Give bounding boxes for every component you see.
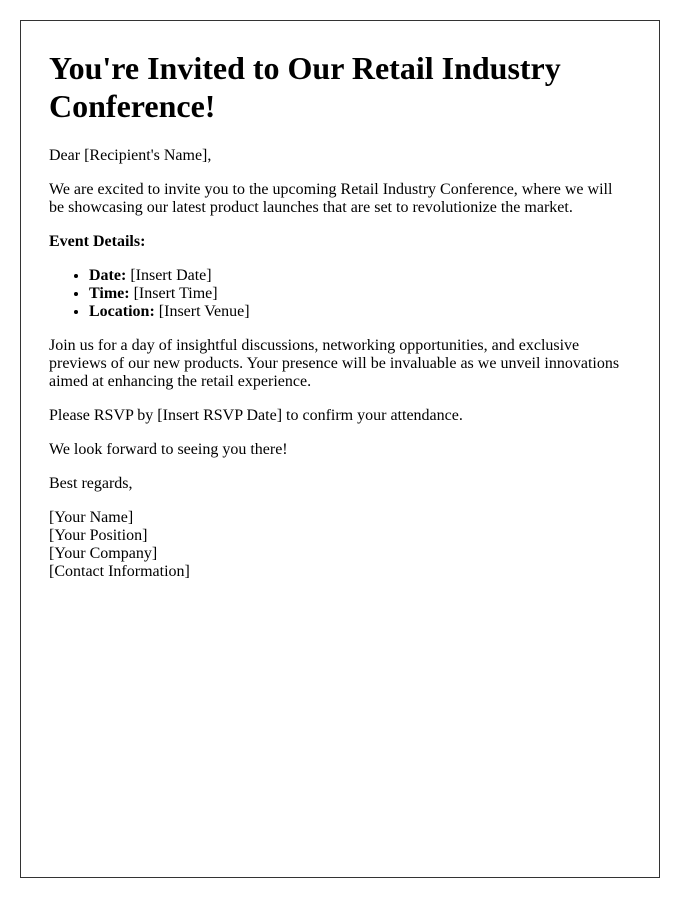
greeting: Dear [Recipient's Name],	[49, 147, 212, 164]
sign-off: Best regards,	[49, 475, 133, 492]
event-details-list	[49, 267, 631, 321]
date-label: Date:	[89, 267, 127, 284]
signature-position: [Your Position]	[49, 527, 148, 544]
signature-block	[49, 509, 631, 581]
time-label: Time:	[89, 285, 130, 302]
signature-company: [Your Company]	[49, 545, 158, 562]
letter-page	[20, 20, 660, 878]
signature-contact: [Contact Information]	[49, 563, 190, 580]
date-value: [Insert Date]	[130, 267, 212, 284]
body-paragraph: Join us for a day of insightful discussions, networking opportunities, and exclusive previews of our new products. Your presence will be invaluable as we unveil innovations aimed at enhancing the retail experience.	[49, 337, 620, 390]
closing-line: We look forward to seeing you there!	[49, 441, 288, 458]
rsvp-paragraph: Please RSVP by [Insert RSVP Date] to confirm your attendance.	[49, 407, 463, 424]
event-details-heading: Event Details:	[49, 233, 146, 250]
signature-name: [Your Name]	[49, 509, 134, 526]
page-title: You're Invited to Our Retail Industry Conference!	[49, 50, 561, 124]
intro-paragraph: We are excited to invite you to the upcoming Retail Industry Conference, where we will be showcasing our latest product launches that are set to revolutionize the market.	[49, 181, 613, 216]
location-value: [Insert Venue]	[158, 303, 250, 320]
location-label: Location:	[89, 303, 155, 320]
list-item-location	[89, 303, 631, 321]
list-item-time	[89, 285, 631, 303]
time-value: [Insert Time]	[133, 285, 218, 302]
list-item-date	[89, 267, 631, 285]
